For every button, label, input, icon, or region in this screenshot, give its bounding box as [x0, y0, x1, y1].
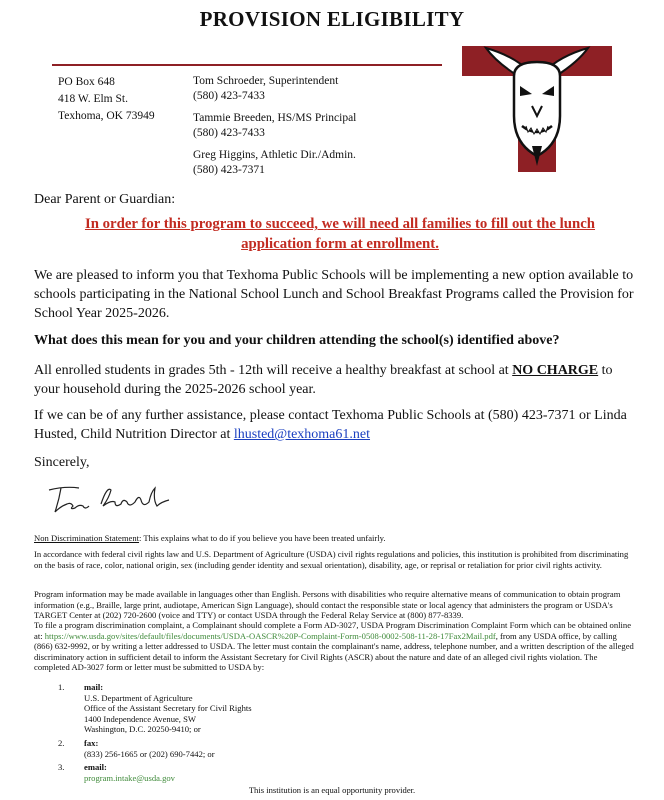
- method-label: mail:: [84, 682, 104, 692]
- contact-name: Greg Higgins, Athletic Dir./Admin.: [193, 149, 356, 161]
- program-info-paragraph: Program information may be made available in languages other than English. Persons with disabilities who require alternative means of communication to obtain program information (e.g., Braille, large print, audiotape, American Sign Language), should contact the responsible state or local agency that administers the program or USDA's TARGET Center at (202) 720-2600 (voice and TTY) or contact USDA through the Federal Relay Service at (800) 877-8339.: [34, 589, 621, 621]
- usda-email-link[interactable]: program.intake@usda.gov: [84, 772, 175, 783]
- submission-methods: [58, 682, 458, 786]
- contact-name: Tammie Breeden, HS/MS Principal: [193, 112, 357, 124]
- contact-paragraph: [34, 406, 634, 444]
- school-address: [58, 74, 155, 125]
- method-line: (833) 256-1665 or (202) 690-7442; or: [84, 748, 215, 759]
- list-number: 3.: [58, 762, 65, 773]
- contact-phone: (580) 423-7371: [193, 164, 265, 176]
- header-rule: [52, 64, 442, 66]
- civil-rights-paragraph: In accordance with federal civil rights law and U.S. Department of Agriculture (USDA) civil rights regulations and policies, this institution is prohibited from discriminating on the basis of race, color, national origin, sex (including gender identity and sexual orientation), disability, age, or reprisal or retaliation for prior civil rights activity.: [34, 549, 629, 570]
- contact-principal: [193, 111, 356, 141]
- complaint-text: , from any USDA office, by calling (866) 632-9992, or by writing a letter addressed to USDA. The letter must contain the complainant's name, address, telephone number, and a written description of the alleged discriminatory action in sufficient detail to inform the Assistant Secretary for Civil Rights (ASCR) about the nature and date of an alleged civil rights violation. The completed AD-3027 form or letter must be submitted to USDA by:: [34, 630, 634, 673]
- method-line: U.S. Department of Agriculture: [84, 692, 193, 703]
- method-line: 1400 Independence Avenue, SW: [84, 713, 196, 724]
- contact-text: If we can be of any further assistance, please contact Texhoma Public Schools at (580) 423-7371 or Linda Husted, Child Nutrition Director at: [34, 408, 627, 442]
- method-line: Washington, D.C. 20250-9410; or: [84, 724, 201, 735]
- method-label: fax:: [84, 737, 99, 748]
- question-heading: What does this mean for you and your children attending the school(s) identified above?: [34, 333, 560, 348]
- school-logo-icon: [456, 42, 618, 176]
- method-line: Office of the Assistant Secretary for Civil Rights: [84, 703, 252, 714]
- benefit-paragraph: [34, 361, 634, 399]
- intro-paragraph: We are pleased to inform you that Texhoma Public Schools will be implementing a new option available to schools participating in the National School Lunch and School Breakfast Programs called the Provision for School Year 2025-2026.: [34, 268, 634, 321]
- list-item: [58, 738, 458, 759]
- address-line: PO Box 648: [58, 76, 115, 88]
- benefit-text: to your household during the 2025-2026 school year.: [34, 363, 613, 397]
- director-email-link[interactable]: lhusted@texhoma61.net: [233, 427, 371, 442]
- contact-phone: (580) 423-7433: [193, 127, 265, 139]
- page-title: PROVISION ELIGIBILITY: [199, 7, 465, 31]
- greeting: Dear Parent or Guardian:: [34, 192, 176, 207]
- complaint-paragraph: [34, 620, 634, 673]
- contact-name: Tom Schroeder, Superintendent: [193, 75, 339, 87]
- signature-image: [45, 480, 175, 516]
- list-number: 2.: [58, 737, 65, 748]
- address-line: Texhoma, OK 73949: [58, 110, 155, 122]
- list-number: 1.: [58, 682, 65, 692]
- nondiscrimination-heading: [34, 533, 634, 544]
- list-item: [58, 682, 458, 735]
- contact-superintendent: [193, 74, 356, 104]
- contact-phone: (580) 423-7433: [193, 90, 265, 102]
- nondiscrimination-suffix: : This explains what to do if you believe you have been treated unfairly.: [139, 533, 386, 543]
- complaint-form-link[interactable]: https://www.usda.gov/sites/default/files/documents/USDA-OASCR%20P-Complaint-Form-0508-0002-508-11-28-17Fax2Mail.pdf: [44, 630, 496, 641]
- footer-statement: This institution is an equal opportunity provider.: [248, 785, 416, 795]
- closing: Sincerely,: [34, 455, 90, 470]
- benefit-text: All enrolled students in grades 5th - 12th will receive a healthy breakfast at school at: [34, 363, 513, 378]
- nondiscrimination-label: Non Discrimination Statement: [34, 533, 140, 543]
- method-label: email:: [84, 762, 107, 773]
- enrollment-callout: In order for this program to succeed, we will need all families to fill out the lunch application form at enrollment.: [84, 216, 596, 252]
- contact-athletic-director: [193, 148, 356, 178]
- no-charge-emphasis: NO CHARGE: [512, 363, 599, 378]
- staff-contacts: [193, 74, 356, 185]
- complaint-text: To file a program discrimination complaint, a Complainant should complete a Form AD-3027, USDA Program Discrimination Complaint Form which can be obtained online at:: [34, 620, 632, 641]
- list-item: [58, 762, 458, 783]
- address-line: 418 W. Elm St.: [58, 93, 128, 105]
